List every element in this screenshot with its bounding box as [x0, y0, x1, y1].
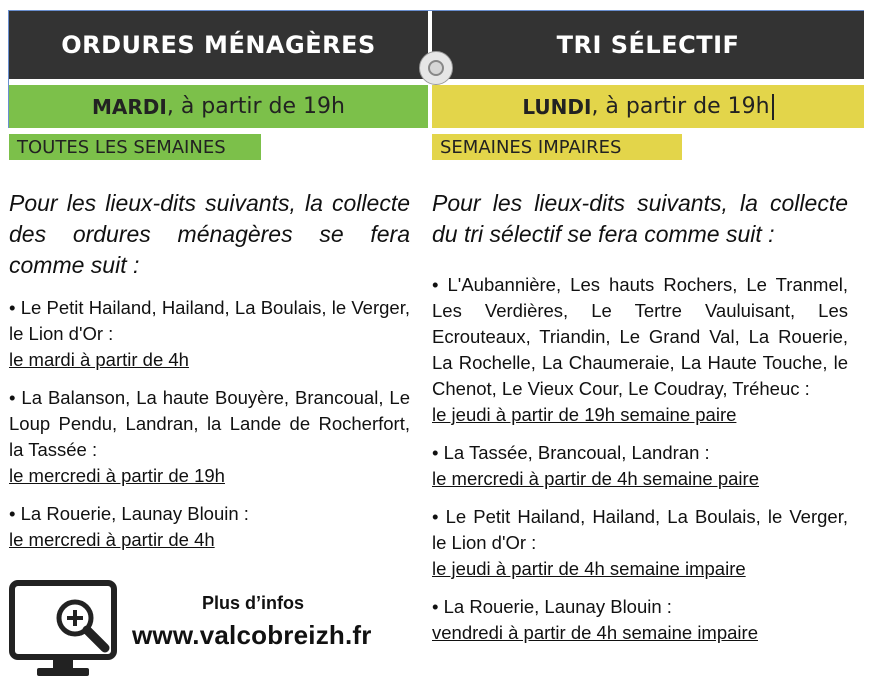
rotate-handle-icon[interactable] — [419, 51, 453, 85]
ordures-day-rest: , à partir de 19h — [166, 94, 345, 119]
item-places: • La Balanson, La haute Bouyère, Brancoual, Le Loup Pendu, Landran, la Lande de Rocherfort, la Tassée : — [9, 387, 410, 460]
tri-selectif-title: TRI SÉLECTIF — [432, 11, 864, 79]
ordures-day-bold: MARDI — [92, 94, 167, 119]
tri-day-rest: , à partir de 19h — [591, 94, 770, 119]
list-item — [432, 440, 848, 492]
tri-day-bold: LUNDI — [522, 94, 592, 119]
ordures-menageres-title: ORDURES MÉNAGÈRES — [9, 11, 428, 79]
list-item — [432, 272, 848, 428]
item-places: • Le Petit Hailand, Hailand, La Boulais, le Verger, le Lion d'Or : — [9, 297, 410, 344]
item-schedule: le jeudi à partir de 19h semaine paire — [432, 404, 737, 425]
item-schedule: vendredi à partir de 4h semaine impaire — [432, 622, 758, 643]
item-places: • Le Petit Hailand, Hailand, La Boulais, le Verger, le Lion d'Or : — [432, 506, 848, 553]
list-item — [9, 385, 410, 489]
text-cursor — [772, 94, 774, 120]
semaines-impaires-tag: SEMAINES IMPAIRES — [432, 134, 682, 160]
website-link[interactable]: www.valcobreizh.fr — [132, 620, 372, 650]
item-places: • La Tassée, Brancoual, Landran : — [432, 442, 710, 463]
ordures-column — [9, 188, 410, 565]
list-item — [432, 594, 848, 646]
item-schedule: le mercredi à partir de 4h — [9, 529, 215, 550]
item-schedule: le mardi à partir de 4h — [9, 349, 189, 370]
list-item — [432, 504, 848, 582]
item-places: • La Rouerie, Launay Blouin : — [9, 503, 249, 524]
item-schedule: le mercredi à partir de 19h — [9, 465, 225, 486]
item-places: • La Rouerie, Launay Blouin : — [432, 596, 672, 617]
ordures-intro: Pour les lieux-dits suivants, la collecte des ordures ménagères se fera comme suit : — [9, 190, 410, 278]
ordures-day-cell[interactable] — [9, 85, 428, 128]
item-schedule: le mercredi à partir de 4h semaine paire — [432, 468, 759, 489]
list-item — [9, 501, 410, 553]
tri-column — [432, 188, 848, 658]
more-info-label: Plus d’infos — [202, 593, 305, 613]
tri-day-cell[interactable] — [432, 85, 864, 128]
monitor-magnifier-icon — [9, 580, 117, 680]
toutes-semaines-tag: TOUTES LES SEMAINES — [9, 134, 261, 160]
item-places: • L'Aubannière, Les hauts Rochers, Le Tranmel, Les Verdières, Le Tertre Vauluisant, Les Ecrouteaux, Triandin, Le Grand Val, La Rouerie, La Rochelle, La Chaumeraie, La Haute Touche, le Chenot, Le Vieux Cour, Le Coudray, Tréheuc : — [432, 274, 848, 399]
item-schedule: le jeudi à partir de 4h semaine impaire — [432, 558, 746, 579]
list-item — [9, 295, 410, 373]
tri-intro: Pour les lieux-dits suivants, la collecte du tri sélectif se fera comme suit : — [432, 190, 848, 247]
